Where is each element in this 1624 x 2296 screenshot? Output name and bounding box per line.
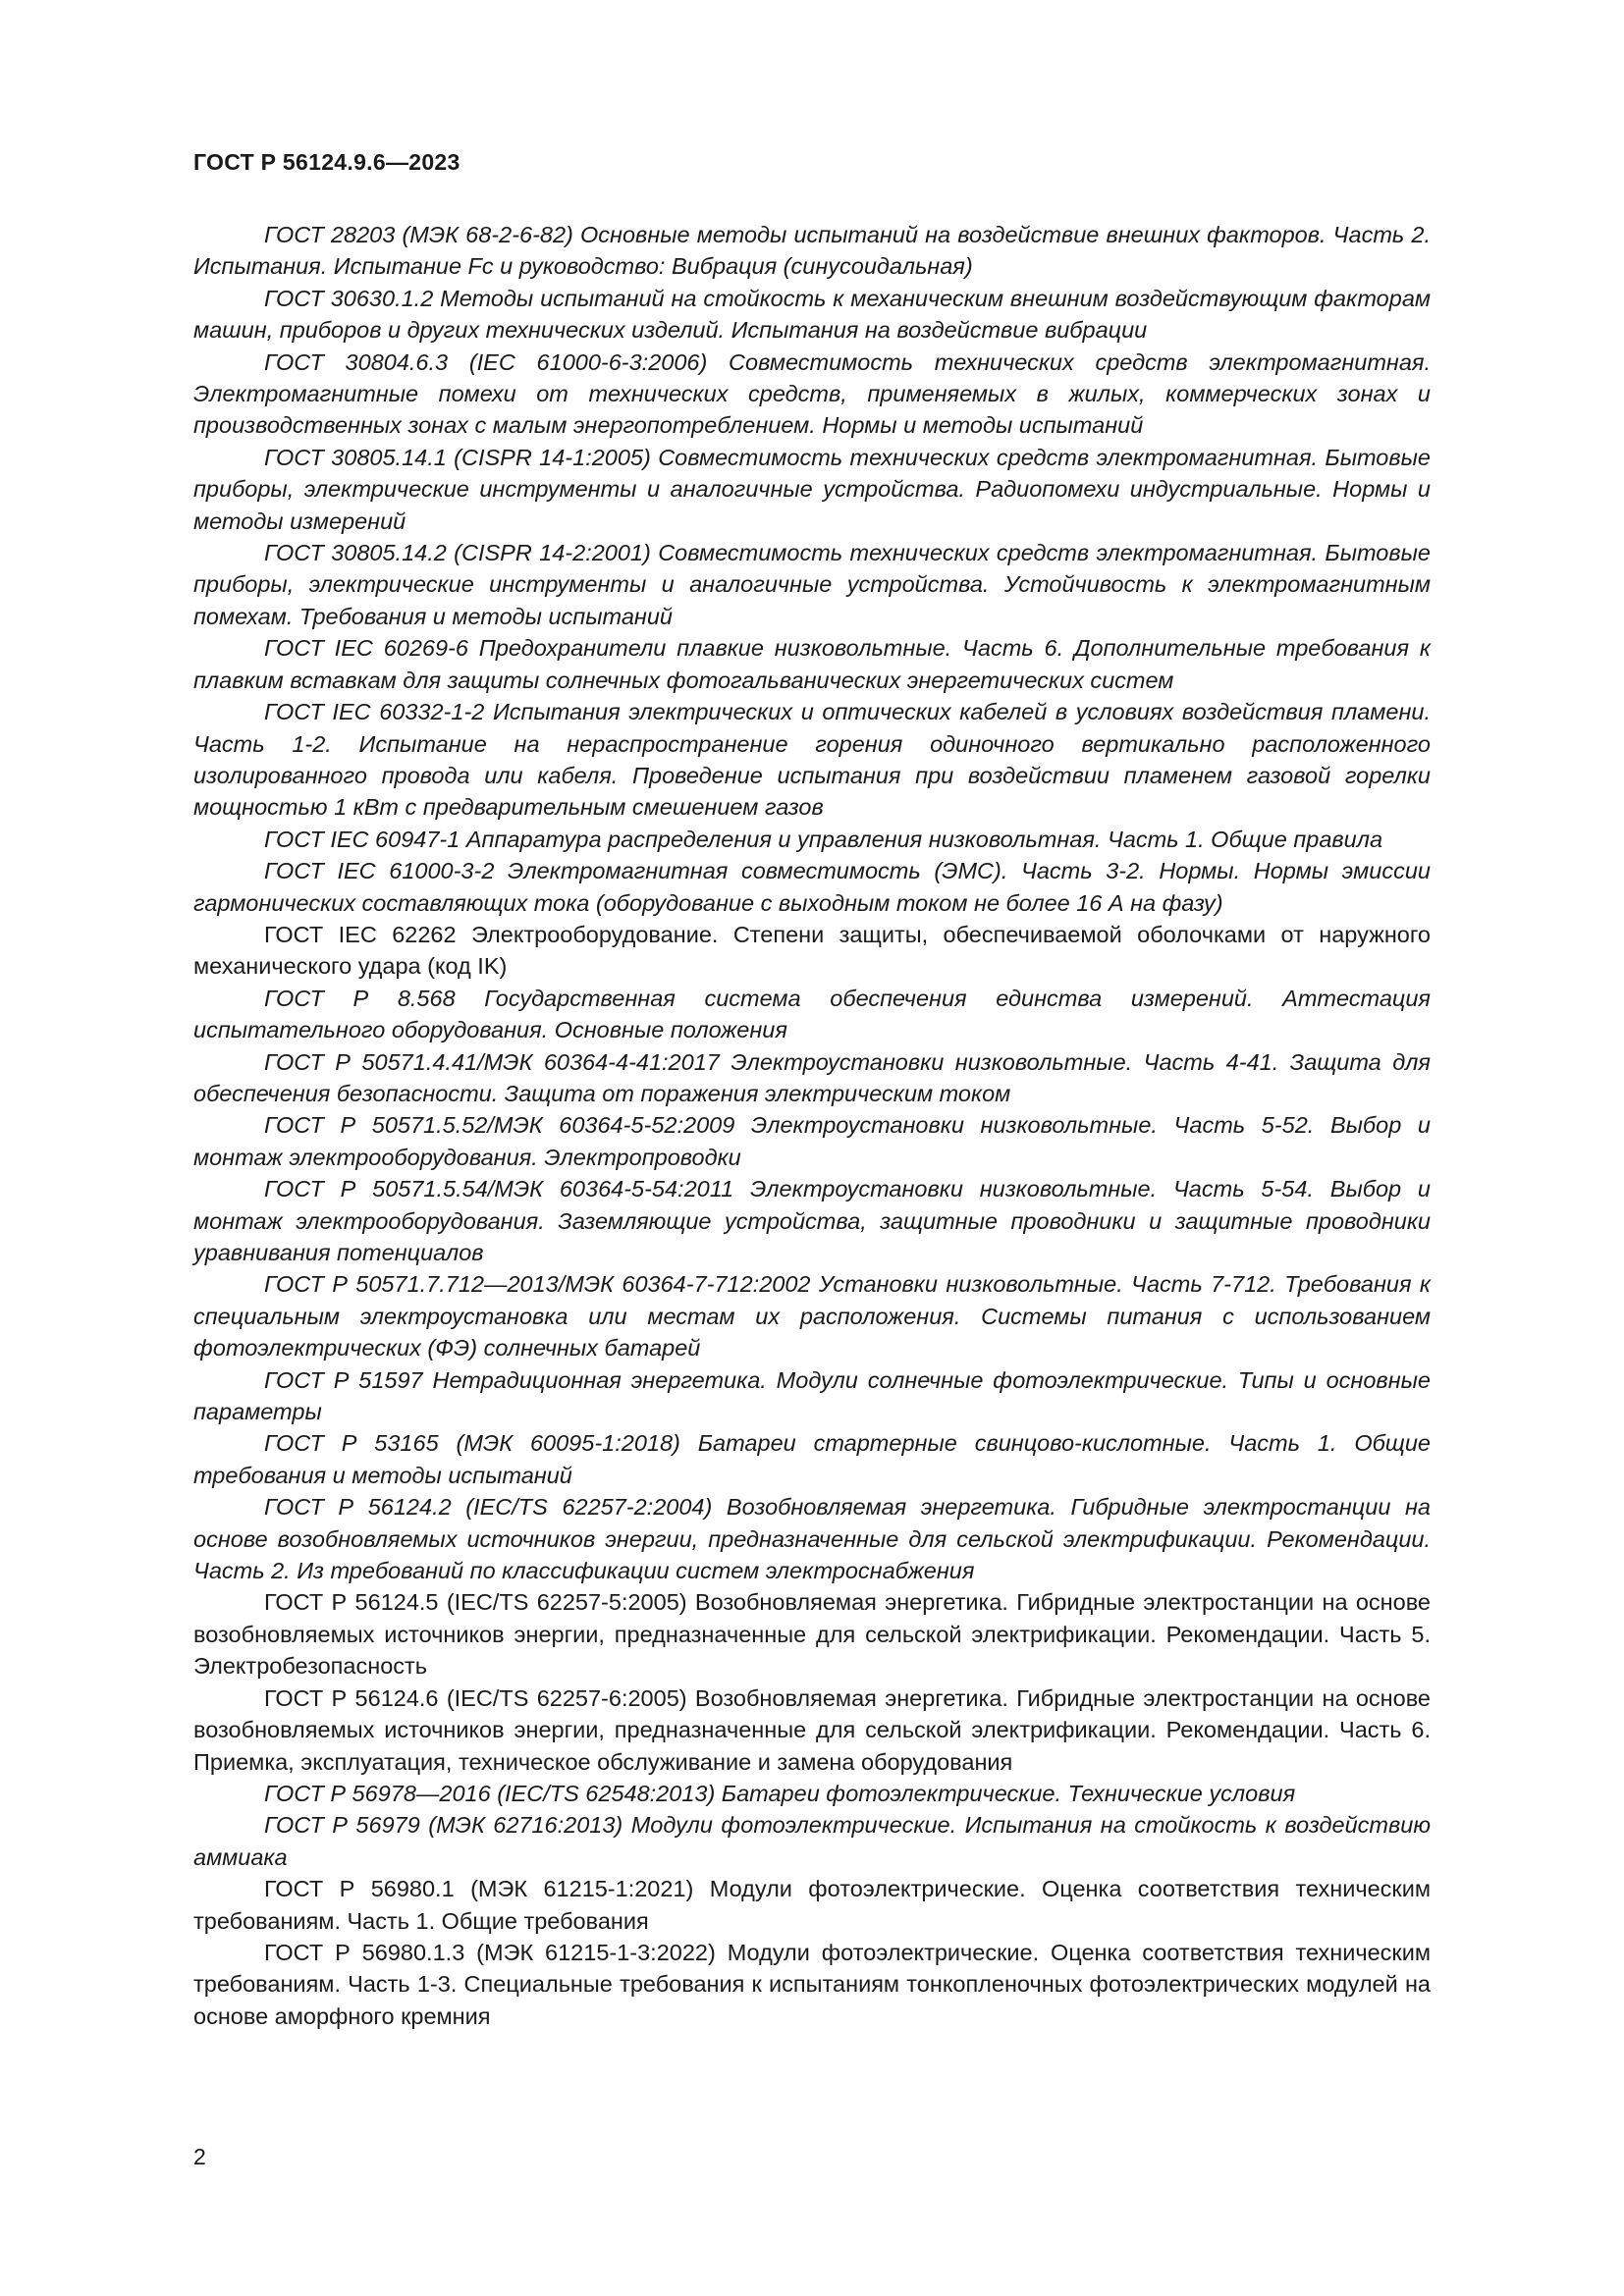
page-number: 2 — [193, 2144, 206, 2169]
reference-entry: ГОСТ IEC 60269-6 Предохранители плавкие низковольтные. Часть 6. Дополнительные требования к плавким вставкам для защиты солнечных фотогальванических энергетических систем — [193, 635, 1431, 693]
reference-entry: ГОСТ IEC 60332-1-2 Испытания электрических и оптических кабелей в условиях воздействия пламени. Часть 1-2. Испытание на нераспространение горения одиночного вертикально расположенного изолированного провода или кабеля. Проведение испытания при воздействии пламенем газовой горелки мощностью 1 кВт с предварительным смешением газов — [193, 699, 1431, 821]
reference-entry: ГОСТ 30805.14.2 (CISPR 14-2:2001) Совместимость технических средств электромагнитная. Бытовые приборы, электрические инструменты и аналогичные устройства. Устойчивость к электромагнитным помехам. Требования и методы испытаний — [193, 540, 1431, 629]
reference-entry: ГОСТ IEC 61000-3-2 Электромагнитная совместимость (ЭМС). Часть 3-2. Нормы. Нормы эмиссии гармонических составляющих тока (оборудование с выходным током не более 16 А на фазу) — [193, 858, 1431, 916]
reference-entry: ГОСТ Р 56978—2016 (IEC/TS 62548:2013) Батареи фотоэлектрические. Технические условия — [264, 1780, 1296, 1806]
page-header: ГОСТ Р 56124.9.6—2023 — [193, 149, 460, 175]
reference-entry: ГОСТ Р 50571.7.712—2013/МЭК 60364-7-712:2002 Установки низковольтные. Часть 7-712. Требования к специальным электроустановка или местам их расположения. Системы питания с использованием фотоэлектрических (ФЭ) солнечных батарей — [193, 1271, 1431, 1362]
reference-entry: ГОСТ Р 56124.5 (IEC/TS 62257-5:2005) Возобновляемая энергетика. Гибридные электростанции на основе возобновляемых источников энергии, предназначенные для сельской электрификации. Рекомендации. Часть 5. Электробезопасность — [193, 1589, 1431, 1680]
reference-entry: ГОСТ Р 56980.1 (МЭК 61215-1:2021) Модули фотоэлектрические. Оценка соответствия техническим требованиям. Часть 1. Общие требования — [193, 1876, 1431, 1934]
reference-entry: ГОСТ 30805.14.1 (CISPR 14-1:2005) Совместимость технических средств электромагнитная. Бытовые приборы, электрические инструменты и аналогичные устройства. Радиопомехи индустриальные. Нормы и методы измерений — [193, 444, 1431, 534]
reference-entry: ГОСТ Р 50571.5.52/МЭК 60364-5-52:2009 Электроустановки низковольтные. Часть 5-52. Выбор и монтаж электрооборудования. Электропроводки — [193, 1112, 1431, 1170]
reference-entry: ГОСТ IEC 62262 Электрооборудование. Степени защиты, обеспечиваемой оболочками от наружного механического удара (код IK) — [193, 921, 1431, 980]
reference-entry: ГОСТ Р 51597 Нетрадиционная энергетика. Модули солнечные фотоэлектрические. Типы и основные параметры — [193, 1366, 1431, 1425]
reference-entry: ГОСТ Р 56124.2 (IEC/TS 62257-2:2004) Возобновляемая энергетика. Гибридные электростанции на основе возобновляемых источников энергии, предназначенные для сельской электрификации. Рекомендации. Часть 2. Из требований по классификации систем электроснабжения — [193, 1494, 1431, 1584]
reference-entry: ГОСТ Р 50571.5.54/МЭК 60364-5-54:2011 Электроустановки низковольтные. Часть 5-54. Выбор и монтаж электрооборудования. Заземляющие устройства, защитные проводники и защитные проводники уравнивания потенциалов — [193, 1176, 1431, 1265]
reference-entry: ГОСТ Р 56980.1.3 (МЭК 61215-1-3:2022) Модули фотоэлектрические. Оценка соответствия техническим требованиям. Часть 1-3. Специальные требования к испытаниям тонкопленочных фотоэлектрических модулей на основе аморфного кремния — [193, 1939, 1431, 2029]
reference-entry: ГОСТ Р 56124.6 (IEC/TS 62257-6:2005) Возобновляемая энергетика. Гибридные электростанции на основе возобновляемых источников энергии, предназначенные для сельской электрификации. Рекомендации. Часть 6. Приемка, эксплуатация, техническое обслуживание и замена оборудования — [193, 1684, 1431, 1775]
reference-entry: ГОСТ Р 50571.4.41/МЭК 60364-4-41:2017 Электроустановки низковольтные. Часть 4-41. Защита для обеспечения безопасности. Защита от поражения электрическим током — [193, 1048, 1431, 1106]
reference-entry: ГОСТ Р 53165 (МЭК 60095-1:2018) Батареи стартерные свинцово-кислотные. Часть 1. Общие требования и методы испытаний — [193, 1430, 1431, 1488]
reference-entry: ГОСТ 30804.6.3 (IEC 61000-6-3:2006) Совместимость технических средств электромагнитная. Электромагнитные помехи от технических средств, применяемых в жилых, коммерческих зонах и производственных зонах с малым энергопотреблением. Нормы и методы испытаний — [193, 348, 1431, 439]
reference-entry: ГОСТ 28203 (МЭК 68-2-6-82) Основные методы испытаний на воздействие внешних факторов. Часть 2. Испытания. Испытание Fc и руководство: Вибрация (синусоидальная) — [193, 222, 1431, 280]
normative-references — [193, 219, 1431, 2032]
reference-entry: ГОСТ IEC 60947-1 Аппаратура распределения и управления низковольтная. Часть 1. Общие правила — [264, 826, 1383, 852]
reference-entry: ГОСТ Р 56979 (МЭК 62716:2013) Модули фотоэлектрические. Испытания на стойкость к воздействию аммиака — [193, 1812, 1431, 1870]
reference-entry: ГОСТ Р 8.568 Государственная система обеспечения единства измерений. Аттестация испытательного оборудования. Основные положения — [193, 985, 1431, 1043]
reference-entry: ГОСТ 30630.1.2 Методы испытаний на стойкость к механическим внешним воздействующим факторам машин, приборов и других технических изделий. Испытания на воздействие вибрации — [193, 285, 1431, 344]
